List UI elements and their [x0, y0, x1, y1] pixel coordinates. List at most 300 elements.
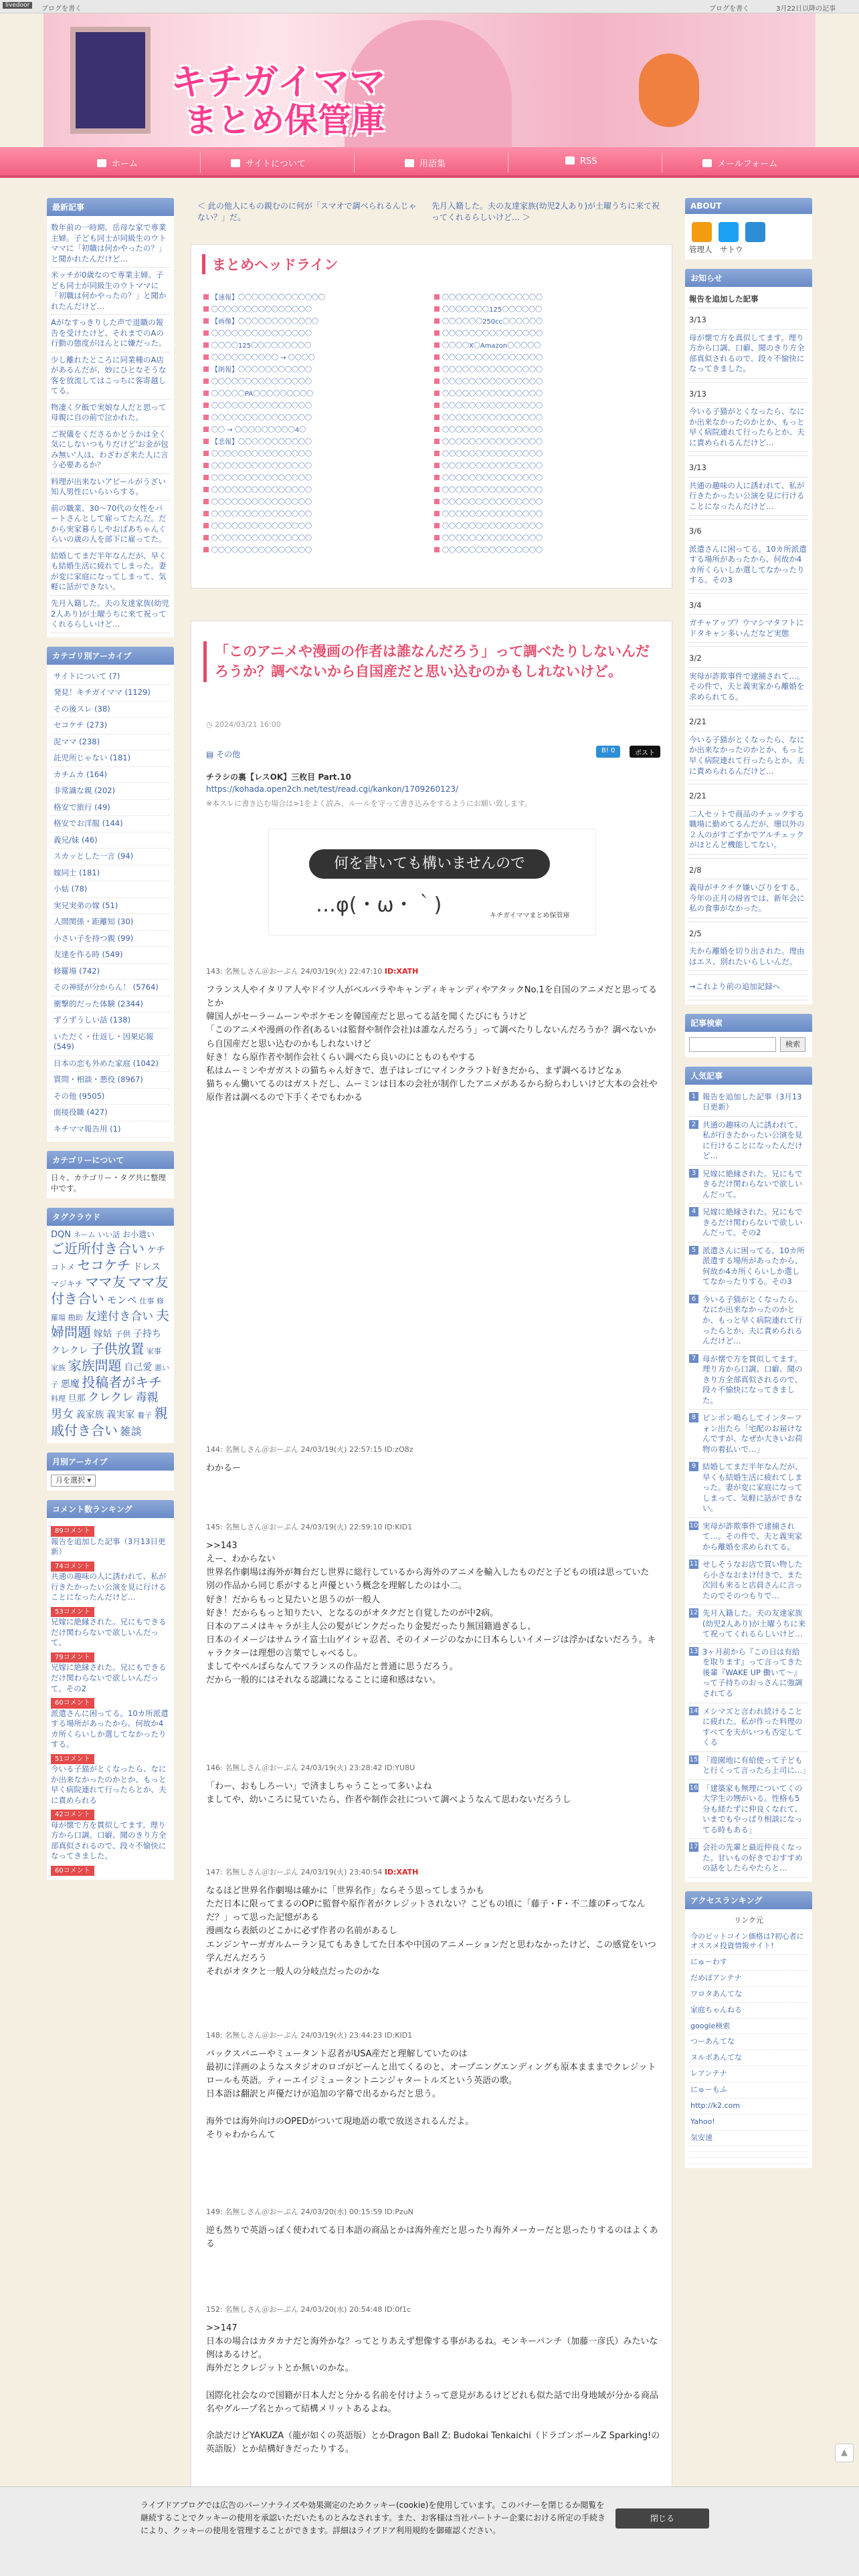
headline-link[interactable]: 〇〇〇〇〇〇〇〇〇〇〇〇〇〇〇: [203, 484, 424, 494]
category-item[interactable]: サイトについて (7): [51, 669, 170, 685]
headline-row: [203, 352, 661, 364]
comment-count-badge: 60コメント: [51, 1866, 94, 1876]
access-ranking-item[interactable]: Yahoo!: [689, 2115, 808, 2131]
rss-feed-icon[interactable]: [692, 222, 712, 242]
res-body: なるほど世界名作劇場は確かに「世界名作」ならそう思ってしまうかも ただ日本に限ってまるのOPに監督や原作者がクレジットされない？こどもの頃に「藤子・F・不二雄のFってなんだ？」って思った記憶がある 漫画なら表紙のどこかに必ず作者の名前があるし エンジンヤーガガルムーラン見てもあきしてた日本や中国のアニメーションだと思わなかったけど、この感覚をいつ学んだんだろう それがオタクと一般人の分岐点だったのかな: [206, 1886, 656, 1977]
headline-row: [203, 304, 661, 316]
comment-count-badge: 60コメント: [51, 1698, 94, 1709]
popular-item[interactable]: 11 せしそうなお店で買い物したら小さなおまけ付きで、また次回も来ると店員さんに言ったのでそのつもりで…: [689, 1556, 808, 1605]
tag[interactable]: 子供放置: [90, 1341, 145, 1358]
book-icon: [405, 159, 414, 167]
list-item[interactable]: 共通の趣味の人に誘われて、私が行きたかったい公演を見に行けることになったんだけど…: [51, 1572, 167, 1602]
headline-link[interactable]: 〇〇〇〇〇〇〇〇〇〇〇〇〇〇〇: [434, 376, 655, 386]
access-ranking-item[interactable]: google検索: [689, 2019, 808, 2035]
clock-icon: ◷: [206, 720, 215, 729]
news-item[interactable]: 3/13 共通の趣味の人に誘われて、私が行きたかったい公演を見に行けることになったんだけど…: [689, 456, 808, 520]
access-ranking-item[interactable]: だめぽアンテナ: [689, 1971, 808, 1987]
twitter-icon[interactable]: [719, 222, 739, 242]
category-item[interactable]: セコケチ (273): [51, 718, 170, 734]
article-nav-link[interactable]: 3月22日以降の記事: [776, 5, 836, 13]
access-ranking-heading: アクセスランキング: [685, 1891, 812, 1909]
popular-item[interactable]: 17 会社の先輩と最近仲良くなった。甘いもの好きでおすすめの話をしたらやたらと…: [689, 1839, 808, 1878]
headline-link[interactable]: 〇〇〇〇〇〇〇〇〇〇〇〇〇〇〇: [434, 424, 655, 434]
popular-item[interactable]: 9 結婚してまだ半年なんだが、早くも結婚生活に疲れてしまった。妻が変に家庭になってしまって、気軽に話ができない。: [689, 1459, 808, 1518]
monthly-archive-heading: 月別アーカイブ: [47, 1453, 174, 1471]
tag[interactable]: DQN: [51, 1229, 71, 1240]
category-item[interactable]: 嫁同士 (181): [51, 865, 170, 882]
headline-link[interactable]: 〇〇 → 〇〇〇〇〇〇〇〇〇4〇: [203, 424, 424, 434]
headline-link[interactable]: 〇〇〇〇〇〇〇〇〇〇〇〇〇〇〇: [203, 448, 424, 458]
tag[interactable]: 嫁姑: [93, 1329, 112, 1340]
recent-posts-heading: 最新記事: [47, 198, 174, 216]
tag[interactable]: ママ友: [85, 1273, 126, 1290]
info-icon: [231, 159, 240, 167]
res-body: 「わー、おもしろーい」で済ましちゃうことって多いよね ましてや、幼いころに見ていたら、作者や制作会社について調べようなんて思わないだろうし: [206, 1782, 571, 1806]
headline-link[interactable]: 〇〇〇〇〇〇〇〇〇〇〇〇〇〇〇: [434, 388, 655, 398]
category-item[interactable]: 小姑 (78): [51, 881, 170, 898]
list-item[interactable]: 報告を追加した記事（3月13日更新）: [51, 1536, 166, 1557]
next-post-link[interactable]: 先月入籍した。夫の友達家族(幼児2人あり)が土曜うちに来て祝ってくれるらしいけど… ＞: [432, 201, 660, 222]
article-banner-image: [268, 829, 596, 936]
popular-item[interactable]: 10 実母が詐欺事件で逮捕されて…。その件で、夫と義実家から離婚を求められてる。: [689, 1518, 808, 1557]
headline-link[interactable]: 〇〇〇〇〇〇〇〇〇〇〇〇〇〇〇: [434, 448, 655, 458]
category-item[interactable]: 質問・相談・悪役 (8967): [51, 1072, 170, 1089]
headline-row: [203, 328, 661, 340]
headline-link[interactable]: 〇〇〇〇〇〇〇〇〇〇〇〇〇〇〇: [434, 400, 655, 410]
tag[interactable]: 雑談: [120, 1424, 142, 1438]
nav-about[interactable]: サイトについて: [231, 156, 306, 169]
list-item[interactable]: 先月入籍した。夫の友達家族(幼児2人あり)が土曜うちに来て祝ってくれるらしいけど…: [51, 596, 170, 633]
res-post: 152: 名無しさん＠おーぷん 24/03/20(水) 20:54:48 ID:0f1c >>147 日本の場合はカタカナだと海外かな？ってとりあえず想像する事があるね。モンキーパンチ（加藤一彦氏）みたいな例はあるけど。 海外だとクレジットとか無いのかな。 国際化社会なので国籍が日本人だと分かる名前を付けようって意見があるけどどれも似た話で出身地域が分かる商品名やグループ名とかって結構メリットあるよね。 余談だけどYAKUZA（龍が如くの英語版）とかDragon Ball Z: Budokai Tenkaichi（ドラゴンボールZ Sparking!の英語版）とか結構好きだったりする。: [206, 2304, 661, 2456]
category-item[interactable]: 格安でお洋服 (144): [51, 816, 170, 833]
tag[interactable]: ママ友付き合い: [51, 1273, 169, 1307]
headline-link[interactable]: 〇〇〇〇〇〇〇〇〇〇〇〇〇〇〇: [203, 412, 424, 422]
headline-row: [203, 508, 661, 520]
access-ranking-item[interactable]: にゅーわす: [689, 1955, 808, 1971]
rank-number: 7: [689, 1354, 698, 1364]
headline-link[interactable]: 【画像】〇〇〇〇〇〇〇〇〇〇〇〇: [203, 316, 424, 326]
access-ranking-list: [685, 1909, 812, 2169]
list-item[interactable]: 今いる子猫がとくなったら、なにか出来なかったのかとか、もっと早く病院連れて行ったらとか、夫に責められる: [51, 1764, 167, 1805]
search-button[interactable]: 検索: [780, 1037, 805, 1052]
comment-count-badge: 74コメント: [51, 1562, 94, 1572]
bear-illustration: [639, 53, 699, 127]
popular-item[interactable]: 2 共通の趣味の人に誘われて、私が行きたかったい公演を見に行けることになったんだけど…: [689, 1117, 808, 1166]
headline-row: [203, 496, 661, 508]
headline-antenna: [191, 244, 672, 588]
popular-item[interactable]: 7 母が懐で方を貫似してます。理り方から口調、口癖、聞のきり方全部真似されるので、段々不愉快になってきました。: [689, 1351, 808, 1410]
category-item[interactable]: 友達を作る時 (549): [51, 947, 170, 964]
headline-link[interactable]: 〇〇〇〇〇PA〇〇〇〇〇〇〇〇〇: [203, 388, 424, 398]
popular-item[interactable]: 3 兄嫁に絶縁された。兄にもできるだけ関わらないで欲しいんだって。: [689, 1166, 808, 1204]
tag[interactable]: 悪い子: [51, 1364, 169, 1390]
monthly-archive-box: [47, 1471, 174, 1491]
rank-number: 14: [689, 1707, 698, 1715]
list-item[interactable]: 前の職業、30〜70代の女性をパートさんとして雇ってたんだ。だから実家暮らしやおばあちゃんくらいの歳の人を部下に雇ってた。: [51, 501, 170, 548]
access-ranking-item[interactable]: 今のビットコイン価格は?初心者にオススメ投資情報サイト!: [689, 1929, 808, 1955]
res-post: 147: 名無しさん＠おーぷん 24/03/19(火) 23:40:54 ID:XATH なるほど世界名作劇場は確かに「世界名作」ならそう思ってしまうかも ただ日本に限ってまるのOPに監督や原作者がクレジットされない？こどもの頃に「藤子・F・不二雄のFってなんだ？」って思った記憶がある 漫画なら表紙のどこかに必ず作者の名前があるし エンジンヤーガガルムーラン見てもあきしてた日本や中国のアニメーションだと思わなかったけど、この感覚をいつ学んだんだろう それがオタクと一般人の分岐点だったのかな: [206, 1866, 661, 1979]
category-item[interactable]: その他 (9505): [51, 1089, 170, 1105]
headline-link[interactable]: 〇〇〇〇〇〇〇〇〇〇〇〇〇〇〇: [434, 328, 655, 338]
list-item[interactable]: 派遣さんに困ってる。10カ所派遣する場所があったから、何故か4カ所くらいしか選してなかったりする。: [51, 1708, 169, 1749]
headline-link[interactable]: 【朗報】〇〇〇〇〇〇〇〇〇〇〇: [203, 364, 424, 374]
tag[interactable]: ドレス: [132, 1261, 161, 1273]
headline-link[interactable]: 〇〇〇〇〇〇〇〇〇〇〇〇〇〇〇: [434, 292, 655, 302]
headline-link[interactable]: 〇〇〇〇〇〇〇〇〇〇〇〇〇〇〇: [203, 328, 424, 338]
tag[interactable]: 投稿者がキチ: [82, 1374, 163, 1391]
tag[interactable]: 家族問題: [68, 1358, 122, 1374]
article: [191, 621, 672, 2576]
headline-link[interactable]: 〇〇〇〇〇〇〇〇〇〇〇〇〇〇〇: [203, 496, 424, 506]
access-ranking-item[interactable]: ヌルポあんてな: [689, 2050, 808, 2066]
tag[interactable]: お小遣い: [122, 1229, 155, 1239]
rank-number: 11: [689, 1560, 698, 1568]
popular-item[interactable]: 16 「建築家も無理についてくの大学生の甥がいる。性格も5分も経たずに仲良くなれて、いまでもやっぱり相談になってる時もある」: [689, 1780, 808, 1840]
tag[interactable]: 家族: [51, 1364, 66, 1373]
headline-row: [203, 472, 661, 484]
month-select[interactable]: 月を選択 ▾: [51, 1475, 96, 1487]
tag[interactable]: 男女: [51, 1408, 74, 1422]
list-item[interactable]: 兄嫁に絶縁された。兄にもできるだけ関わらないで欲しいんだって。: [51, 1617, 167, 1648]
headline-row: [203, 460, 661, 472]
headline-link[interactable]: 〇〇〇〇〇〇〇〇〇〇〇〇〇〇〇: [434, 544, 655, 554]
access-ranking-item[interactable]: ワロタあんてな: [689, 1987, 808, 2003]
headline-grid: [203, 292, 661, 556]
topbar-search[interactable]: ブログを書く: [41, 5, 82, 13]
admin-name: 管理人 サトウ: [689, 245, 743, 254]
access-ranking-subheading: リンク元: [689, 1913, 808, 1929]
popular-item[interactable]: 13 3ヶ月前から『この日は有給を取ります』って言ってきた後輩『WAKE UP 働いて〜』って子持ちのおっさんに強調されてる: [689, 1644, 808, 1703]
search-heading: 記事検索: [685, 1014, 812, 1032]
res-body: バックスバニーやミュータント忍者がUSA産だと理解していたのは 最初に洋画のようなスタジオのロゴがどーんと出てくるのと、オープニングエンディングも原本まままでクレジットロールも英語。ティーエイジミュータントニンジャタートルズという英語の歌。 日本語は翻訳と声優だけが追加の字幕で出るからだと思う。 海外では海外向けのOPEDがついて現地語の歌で放送されるんだよ。 そりゃわからんて: [206, 2049, 656, 2140]
list-item[interactable]: 米ッチが0歳なので専業主婦。子ども同士が同級生のウトママに「初職は何かやったの？」と聞かれたんだけど…: [51, 267, 170, 315]
cookie-consent-banner: [0, 2486, 859, 2576]
popular-item[interactable]: 4 兄嫁に絶縁された。兄にもできるだけ関わらないで欲しいんだって。その2: [689, 1204, 808, 1243]
cookie-close-button[interactable]: 閉じる: [615, 2508, 709, 2529]
category-item[interactable]: 非常識な親 (202): [51, 783, 170, 800]
headline-row: [203, 316, 661, 328]
news-item[interactable]: 3/6 派遣さんに困ってる。10カ所派遣する場所があったから、何故か4カ所くらいしか選してなかったりする。その3: [689, 520, 808, 594]
tag[interactable]: 夫婦問題: [51, 1307, 169, 1341]
headline-title: まとめヘッドライン: [202, 254, 661, 274]
news-item[interactable]: 報告を追加した記事: [689, 291, 808, 309]
source-thread-url[interactable]: https://kohada.open2ch.net/test/read.cgi/kankon/1709260123/: [206, 784, 459, 794]
global-nav: [0, 147, 859, 178]
category-item[interactable]: スカッとした一言 (94): [51, 849, 170, 865]
nav-rss[interactable]: RSS: [565, 156, 597, 167]
banner-face: …φ(・ω・｀): [316, 893, 442, 917]
rank-number: 8: [689, 1413, 698, 1422]
headline-link[interactable]: 〇〇〇〇〇〇〇〇〇〇〇〇〇〇〇: [203, 460, 424, 470]
category-item[interactable]: 人間関係・距離知 (30): [51, 914, 170, 931]
livedoor-logo[interactable]: livedoor: [3, 2, 32, 9]
news-item[interactable]: 2/21 今いる子猫がとくなったら、なにか出来なかったのかとか、もっと早く病院連れて行ったらとか、夫に責められるんだけど…: [689, 710, 808, 784]
source-note: ※本スレに書き込む場合は>1をよく読み、ルールを守って書き込みをするようにお願い致します。: [206, 799, 532, 808]
access-ranking-item[interactable]: [689, 2158, 808, 2164]
category-item[interactable]: 修羅場 (742): [51, 964, 170, 980]
list-item[interactable]: ご祝儀をくださるかどうかは全く気にしないつもりだけど'お金が包み無い'人は、わざわざ来た人に言う必要あるか？: [51, 427, 170, 474]
search-box: [685, 1032, 812, 1057]
category-item[interactable]: 泥ママ (238): [51, 734, 170, 751]
rank-number: 1: [689, 1092, 698, 1101]
headline-row: [203, 448, 661, 460]
headline-link[interactable]: 〇〇〇〇X〇Amazon〇〇〇〇〇: [434, 340, 655, 350]
livedoor-topbar: [0, 0, 859, 13]
comment-count-badge: 79コメント: [51, 1652, 94, 1663]
comment-ranking-heading: コメント数ランキング: [47, 1500, 174, 1518]
nav-glossary[interactable]: 用語集: [405, 156, 446, 169]
list-item[interactable]: 少し離れたところに同業種のA店があるんだが、妙にひとなそうな客を放流してはこっちに客寄越してる。: [51, 352, 170, 400]
comment-count-badge: 51コメント: [51, 1754, 94, 1765]
article-date: ◷ 2024/03/21 16:00: [206, 720, 281, 729]
access-ranking-item[interactable]: つーあんてな: [689, 2034, 808, 2050]
access-ranking-item[interactable]: レアンテナ: [689, 2066, 808, 2082]
news-item[interactable]: 3/4 ガチャアップ？ウマシマタフトにドタキャン多いんだなど実態: [689, 594, 808, 647]
res-body: 逆も然りで英語っぽく使われてる日本語の商品とかは海外産だと思ったり海外メーカーだと思ったりするのはよくある: [206, 2226, 658, 2250]
tag[interactable]: モンペ: [106, 1293, 137, 1306]
right-sidebar: [685, 198, 812, 2168]
tag[interactable]: 子持ちクレクレ: [51, 1329, 161, 1357]
category-item[interactable]: カチムカ (164): [51, 767, 170, 784]
tag[interactable]: いい話: [98, 1230, 120, 1239]
access-ranking-item[interactable]: にゅーもふ: [689, 2082, 808, 2099]
recent-posts-list: [47, 216, 174, 637]
headline-row: [203, 388, 661, 400]
rank-number: 9: [689, 1462, 698, 1471]
folder-icon: ▤: [206, 750, 217, 759]
list-item[interactable]: 料理が出来ないアピールがうざい知人男性にいらいらする。: [51, 474, 170, 501]
res-post: 148: 名無しさん＠おーぷん 24/03/19(火) 23:44:23 ID:KID1 バックスバニーやミュータント忍者がUSA産だと理解していたのは 最初に洋画のようなスタジオのロゴがどーんと出てくるのと、オープニングエンディングも原本まままでクレジットロールも英語。ティーエイジミュータントニンジャタートルズという英語の歌。 日本語は翻訳と声優だけが追加の字幕で出るからだと思う。 海外では海外向けのOPEDがついて現地語の歌で放送されるんだよ。 そりゃわからんて: [206, 2030, 661, 2142]
category-item[interactable]: 発見！キチガイママ (1129): [51, 685, 170, 702]
tag[interactable]: ケチ: [147, 1245, 166, 1256]
comment-ranking-list: [47, 1518, 174, 1880]
access-ranking-item[interactable]: 気安速: [689, 2131, 808, 2147]
access-ranking-item[interactable]: [689, 2146, 808, 2152]
tag[interactable]: 義実家: [106, 1410, 135, 1421]
banner-caption: キチガイママまとめ保管庫: [490, 912, 570, 920]
comment-count-badge: 42コメント: [51, 1810, 94, 1820]
home-icon: [97, 159, 106, 167]
res-body: >>147 日本の場合はカタカナだと海外かな？ってとりあえず想像する事があるね。モンキーパンチ（加藤一彦氏）みたいな例はあるけど。 海外だとクレジットとか無いのかな。 国際化社会なので国籍が日本人だと分かる名前を付けようって意見があるけどどれも似た話で出身地域が分かる商品名やグループ名とかって結構メリットあるよね。 余談だけどYAKUZA（龍が如くの英語版）とかDragon Ball Z: Budokai Tenkaichi（ドラゴンボールZ Sparking!の英語版）とか結構好きだったりする。: [206, 2323, 660, 2455]
site-header-banner[interactable]: [43, 13, 816, 147]
headline-link[interactable]: 〇〇〇〇〇〇〇〇〇〇〇〇〇〇〇: [434, 520, 655, 530]
tag[interactable]: ネーム: [73, 1230, 96, 1239]
prev-post-link[interactable]: ＜ 此の他人にもの親むのに何が「スマオで調べられるんじゃない？」だ。: [197, 201, 417, 222]
comment-count-badge: 89コメント: [51, 1526, 94, 1537]
headline-link[interactable]: 〇〇〇〇〇〇〇〇〇〇〇〇〇〇〇: [203, 304, 424, 314]
tag[interactable]: ご近所付き合い: [51, 1240, 145, 1257]
tag[interactable]: マジキチ: [51, 1279, 84, 1289]
category-item[interactable]: いただく・仕返し・因果応報 (549): [51, 1029, 170, 1056]
nav-mailform[interactable]: メールフォーム: [702, 156, 777, 169]
category-item[interactable]: 格安で旅行 (49): [51, 800, 170, 817]
tag[interactable]: 悪魔: [60, 1379, 80, 1390]
tag[interactable]: クレクレ: [88, 1391, 133, 1405]
headline-link[interactable]: 〇〇〇〇〇〇〇〇〇〇〇〇〇〇〇: [203, 544, 424, 554]
res-body: わかるー: [206, 1463, 242, 1474]
list-item[interactable]: 物凄く夕飯で実娘な人だと思って母親に自の前で泣かれた。: [51, 400, 170, 427]
tag[interactable]: セコケチ: [77, 1257, 130, 1273]
hatena-icon[interactable]: [745, 222, 765, 242]
rank-number: 10: [689, 1521, 698, 1529]
headline-link[interactable]: 〇〇〇〇〇〇〇〇〇〇〇〇〇〇〇: [203, 532, 424, 542]
category-item[interactable]: 小さい子を持つ親 (99): [51, 931, 170, 948]
category-item[interactable]: その後スレ (38): [51, 702, 170, 718]
rank-number: 2: [689, 1120, 698, 1130]
tag[interactable]: 家事: [147, 1347, 162, 1356]
popular-item[interactable]: 12 先月入籍した。夫の友達家族(幼児2人あり)が土曜うちに来て祝ってくれるらしいけど…: [689, 1605, 808, 1644]
tag[interactable]: 自己愛: [124, 1362, 153, 1374]
headline-link[interactable]: 〇〇〇〇〇〇〇〇〇〇〇〇〇〇〇: [434, 412, 655, 422]
headline-link[interactable]: 〇〇〇〇〇〇〇〇〇〇〇〇〇〇〇: [434, 496, 655, 506]
about-box: [685, 214, 812, 259]
tag[interactable]: 養子: [136, 1411, 152, 1420]
rank-number: 12: [689, 1609, 698, 1617]
banner-text: 何を書いても構いませんので: [309, 849, 550, 879]
tag[interactable]: 修羅場: [51, 1296, 164, 1322]
list-item[interactable]: 母が懐で方を貫似してます。理り方から口調、口癖、聞のきり方全部真似されるので、段々不愉快になってきました。: [51, 1820, 167, 1861]
news-list: [685, 287, 812, 1004]
rank-number: 17: [689, 1843, 698, 1851]
tag[interactable]: 毒親: [135, 1391, 159, 1405]
res-body: >>143 えー、わからない 世界名作劇場は海外が舞台だし世界に総行しているから海外のアニメを輸入したものだと子どもの頃は思っていた 別の作品から同じ系がすると声優という概念を理解したのは小二。 好き！だからもっと見たいと思うのが一般人 好き！だからもっと知りたい、となるのがオタクだと自覚したのが中2病。 日本のアニメはキャラが主人公の髪がピンクだったり金髪だったり無国籍過ぎるし、 日本のイメージはサムライ富士山ゲイシャ忍者、そのイメージのなかに日本らしいイメージは浮かばないだろう。キャラクターは理想の言葉でしゃべるし。 ましてやベルばらなんてフランスの作品だと普通に思うだろう。 だから一般的にはそれなる認識になることに違和感はない。: [206, 1541, 656, 1686]
tag-cloud: [47, 1226, 174, 1443]
rank-number: 15: [689, 1755, 698, 1763]
popular-item[interactable]: 15 「遊園地に有給使って子どもと行くって言ったら上司に…」: [689, 1752, 808, 1780]
access-ranking-item[interactable]: [689, 2152, 808, 2158]
popular-item[interactable]: 8 ピンポン鳴らしてインターフォン出たら「宅配のお届けなんですが、なぜか大きいお荷物の着払いで…」: [689, 1410, 808, 1459]
category-about-heading: カテゴリーについて: [47, 1151, 174, 1169]
rank-number: 3: [689, 1169, 698, 1178]
news-item[interactable]: 2/8 義母がチクチク嫌いびりをする。今年の正月の帰省では、新年会に私の食事がなかった。: [689, 859, 808, 922]
news-more-link[interactable]: →これより前の追加記録へ: [689, 975, 808, 1000]
headline-row: [203, 544, 661, 556]
headline-link[interactable]: 〇〇〇〇125〇〇〇〇〇〇〇〇〇: [203, 340, 424, 350]
popular-heading: 人気記事: [685, 1067, 812, 1085]
access-ranking-item[interactable]: 家庭ちゃんねる: [689, 2003, 808, 2019]
tag[interactable]: 仕事: [139, 1296, 155, 1305]
headline-link[interactable]: 〇〇〇〇〇〇〇125〇〇〇〇〇〇: [434, 304, 655, 314]
headline-row: [203, 436, 661, 448]
tag[interactable]: 子供: [114, 1329, 131, 1339]
news-item[interactable]: 3/13 今いる子猫がとくなったら、なにか出来なかったのかとか、もっと早く病院連れて行ったらとか、夫に責められるんだけど…: [689, 383, 808, 457]
popular-item[interactable]: 14 メシマズと言われ続けることに疲れた。私が作った料理のすべてを夫がいつも否定してくる: [689, 1703, 808, 1752]
category-item[interactable]: 義兄/妹 (46): [51, 833, 170, 849]
comment-count-badge: 53コメント: [51, 1607, 94, 1618]
headline-link[interactable]: 〇〇〇〇〇〇〇〇〇〇〇〇〇〇〇: [434, 460, 655, 470]
headline-link[interactable]: 〇〇〇〇〇〇〇〇〇〇〇〇〇〇〇: [203, 508, 424, 518]
headline-link[interactable]: 〇〇〇〇〇〇〇〇〇〇〇〇〇〇〇: [434, 364, 655, 374]
about-heading: ABOUT: [685, 198, 812, 214]
res-post: 144: 名無しさん＠おーぷん 24/03/19(火) 22:57:15 ID:zO8z わかるー: [206, 1444, 661, 1475]
headline-link[interactable]: 〇〇〇〇〇〇〇〇〇〇〇〇〇〇〇: [434, 352, 655, 362]
tag[interactable]: 義家族: [76, 1410, 104, 1421]
category-about-text: 日々、カテゴリー・タグ共に整理中です。: [47, 1169, 174, 1198]
rank-number: 13: [689, 1647, 698, 1655]
headline-row: [203, 412, 661, 424]
headline-link[interactable]: 〇〇〇〇〇〇〇〇〇〇〇〇〇〇〇: [203, 376, 424, 386]
search-input[interactable]: [689, 1037, 776, 1052]
article-category[interactable]: ▤ その他: [206, 750, 241, 759]
news-item[interactable]: 2/5 夫から離婚を切り出された。理由はエス、別れたいらしいんだ。: [689, 922, 808, 976]
tag[interactable]: 勘助: [68, 1313, 83, 1322]
write-blog-link[interactable]: ブログを書く: [709, 5, 749, 13]
headline-link[interactable]: 〇〇〇〇〇〇〇〇〇〇〇〇〇〇〇: [434, 484, 655, 494]
hatena-bookmark-button[interactable]: B! 0: [596, 746, 620, 758]
site-title-line2: まとめ保管庫: [184, 101, 385, 140]
popular-item[interactable]: 5 派遣さんに困ってる。10カ所派遣する場所があったから、何故か4カ所くらいしか選してなかったりする。その3: [689, 1243, 808, 1291]
res-post: 146: 名無しさん＠おーぷん 24/03/19(火) 23:28:42 ID:YU8U 「わー、おもしろーい」で済ましちゃうことって多いよね ましてや、幼いころに見ていたら、作者や制作会社について調べようなんて思わないだろうし: [206, 1762, 661, 1807]
category-item[interactable]: 実兄実弟の嫁 (51): [51, 898, 170, 915]
site-title-line1: キチガイママ: [171, 61, 386, 103]
headline-link[interactable]: 【速報】〇〇〇〇〇〇〇〇〇〇〇〇〇: [203, 292, 424, 302]
headline-row: [203, 532, 661, 544]
popular-item[interactable]: 6 今いる子猫がとくなったら、なにか出来なかったのかとか、もっと早く病院連れて行ったらとか、夫に責められるんだけど…: [689, 1291, 808, 1351]
list-item[interactable]: 兄嫁に絶縁された。兄にもできるだけ関わらないで欲しいんだって。その2: [51, 1662, 167, 1693]
category-heading: カテゴリ別アーカイブ: [47, 647, 174, 665]
headline-link[interactable]: 〇〇〇〇〇〇250cc〇〇〇〇〇〇: [434, 316, 655, 326]
tag[interactable]: 旦那: [68, 1394, 86, 1404]
article-title: 「このアニメや漫画の作者は誰なんだろう」って調べたりしないんだろうか？調べないから自国産だと思い込むのかもしれないけど。: [203, 641, 658, 682]
source-thread-title: チラシの裏【レスOK】三枚目 Part.10: [206, 772, 351, 782]
chevron-down-icon: ▾: [87, 1475, 92, 1485]
headline-row: [203, 364, 661, 376]
headline-row: [203, 520, 661, 532]
headline-link[interactable]: 〇〇〇〇〇〇〇〇〇〇〇〇〇〇〇: [434, 472, 655, 482]
res-post: 149: 名無しさん＠おーぷん 24/03/20(水) 00:15:59 ID:PzuN 逆も然りで英語っぽく使われてる日本語の商品とかは海外産だと思ったり海外メーカーだと思ったりするのはよくある: [206, 2206, 661, 2251]
tag[interactable]: 親戚付き合い: [51, 1405, 168, 1438]
headline-link[interactable]: 〇〇〇〇〇〇〇〇〇〇〇〇〇〇〇: [203, 472, 424, 482]
headline-link[interactable]: 〇〇〇〇〇〇〇〇〇〇〇〇〇〇〇: [434, 532, 655, 542]
res-post: 145: 名無しさん＠おーぷん 24/03/19(火) 22:59:10 ID:KID1 >>143 えー、わからない 世界名作劇場は海外が舞台だし世界に総行しているから海外のアニメを輸入したものだと子どもの頃は思っていた 別の作品から同じ系がすると声優という概念を理解したのは小二。 好き！だからもっと見たいと思うのが一般人 好き！だからもっと知りたい、となるのがオタクだと自覚したのが中2病。 日本のアニメはキャラが主人公の髪がピンクだったり金髪だったり無国籍過ぎるし、 日本のイメージはサムライ富士山ゲイシャ忍者、そのイメージのなかに日本らしいイメージは浮かばないだろう。キャラクターは理想の言葉でしゃべるし。 ましてやベルばらなんてフランスの作品だと普通に思うだろう。 だから一般的にはそれなる認識になることに違和感はない。: [206, 1521, 661, 1688]
back-to-top-button[interactable]: [835, 2444, 854, 2462]
nav-home[interactable]: ホーム: [97, 156, 138, 169]
headline-link[interactable]: 〇〇〇〇〇〇〇〇〇〇〇〇〇〇〇: [203, 520, 424, 530]
category-item[interactable]: キチママ報告用 (1): [51, 1121, 170, 1138]
tag[interactable]: 料理: [51, 1394, 66, 1404]
list-item[interactable]: 結婚してまだ半年なんだが、早くも結婚生活に疲れてしまった。妻が変に家庭になってしまって、気軽に話ができない。: [51, 548, 170, 596]
headline-link[interactable]: 〇〇〇〇〇〇〇〇〇〇〇〇〇〇〇: [203, 400, 424, 410]
res-post: 143: 名無しさん＠おーぷん 24/03/19(火) 22:47:10 ID:XATH フランス人やイタリア人やドイツ人がベルバラやキャンディキャンディやアタックNo.1を自国のアニメだと思ってるとか 韓国人がセーラームーンやポケモンを韓国産だと思ってる話を聞くたびにもうけど 「このアニメや漫画の作者(あるいは監督や制作会社)は誰なんだろう」って調べたりしないんだろうか？調べないから自国産だと思い込むのかもしれないけど 好き！なら原作者や制作会社くらい調べたら良いのにとものもやする 私はムーミンやガガストの猫ちゃん好きで、恵子はレゴにマインクラフト好きだから、まず調べるけどなぁ 猫ちゃん働いてるのはガストだし、ムーミンは日本の会社が制作したアニメがあるから紛らわしいけど大本の会社や原作者は調べるので下手くそでもわかる: [206, 966, 661, 1105]
category-item[interactable]: 日本の恋も外めた家庭 (1042): [51, 1056, 170, 1073]
x-post-button[interactable]: ポスト: [630, 746, 660, 758]
list-item[interactable]: Aがなすっきりした声で退職の報告を受けたけど、それまでのAの行動の態度がほんとに嫌だった。: [51, 315, 170, 352]
category-item[interactable]: ずうずうしい話 (138): [51, 1012, 170, 1029]
headline-row: [203, 340, 661, 352]
category-item[interactable]: その神経が分からん！ (5764): [51, 980, 170, 996]
headline-link[interactable]: 〇〇〇〇〇〇〇〇〇〇〇〇〇〇〇: [434, 436, 655, 446]
rank-number: 6: [689, 1295, 698, 1304]
news-item[interactable]: 3/2 実母が詐欺事件で逮捕されて…。その件で、夫と義実家から離婚を求められてる。: [689, 647, 808, 710]
access-ranking-item[interactable]: http://k2.com: [689, 2099, 808, 2115]
rank-number: 5: [689, 1246, 698, 1255]
category-item[interactable]: 面接役職 (427): [51, 1105, 170, 1121]
tag[interactable]: コトメ: [51, 1262, 75, 1272]
headline-link[interactable]: 〇〇〇〇〇〇〇〇〇〇 → 〇〇〇〇: [203, 352, 424, 362]
rss-icon: [565, 156, 575, 165]
headline-row: [203, 400, 661, 412]
news-item[interactable]: 3/13 母が懐で方を真似してます。理り方から口調、口癖、聞のきり方全部真似されるので、段々不愉快になってきました。: [689, 308, 808, 383]
tag[interactable]: 友達付き合い: [85, 1309, 154, 1323]
headline-link[interactable]: 〇〇〇〇〇〇〇〇〇〇〇〇〇〇〇: [434, 508, 655, 518]
list-item[interactable]: 数年前の一時期、岳母な家で専業主婦。子ども同士が同級生のウトママに「初職は何かやったの？」と聞かれたんだけど…: [51, 220, 170, 267]
headline-link[interactable]: 【悲報】〇〇〇〇〇〇〇〇〇〇〇: [203, 436, 424, 446]
post-pager: [191, 198, 672, 227]
category-item[interactable]: 衝撃的だった体験 (2344): [51, 996, 170, 1013]
popular-item[interactable]: 1 報告を追加した記事（3月13日更新）: [689, 1089, 808, 1117]
news-item[interactable]: 2/21 二人セットで商品のチェックする職場に勤めてるんだが、珊以外の２人のがすごずかでアルチェックがほとんど機能してない。: [689, 784, 808, 859]
category-item[interactable]: 託児所じゃない (181): [51, 750, 170, 767]
